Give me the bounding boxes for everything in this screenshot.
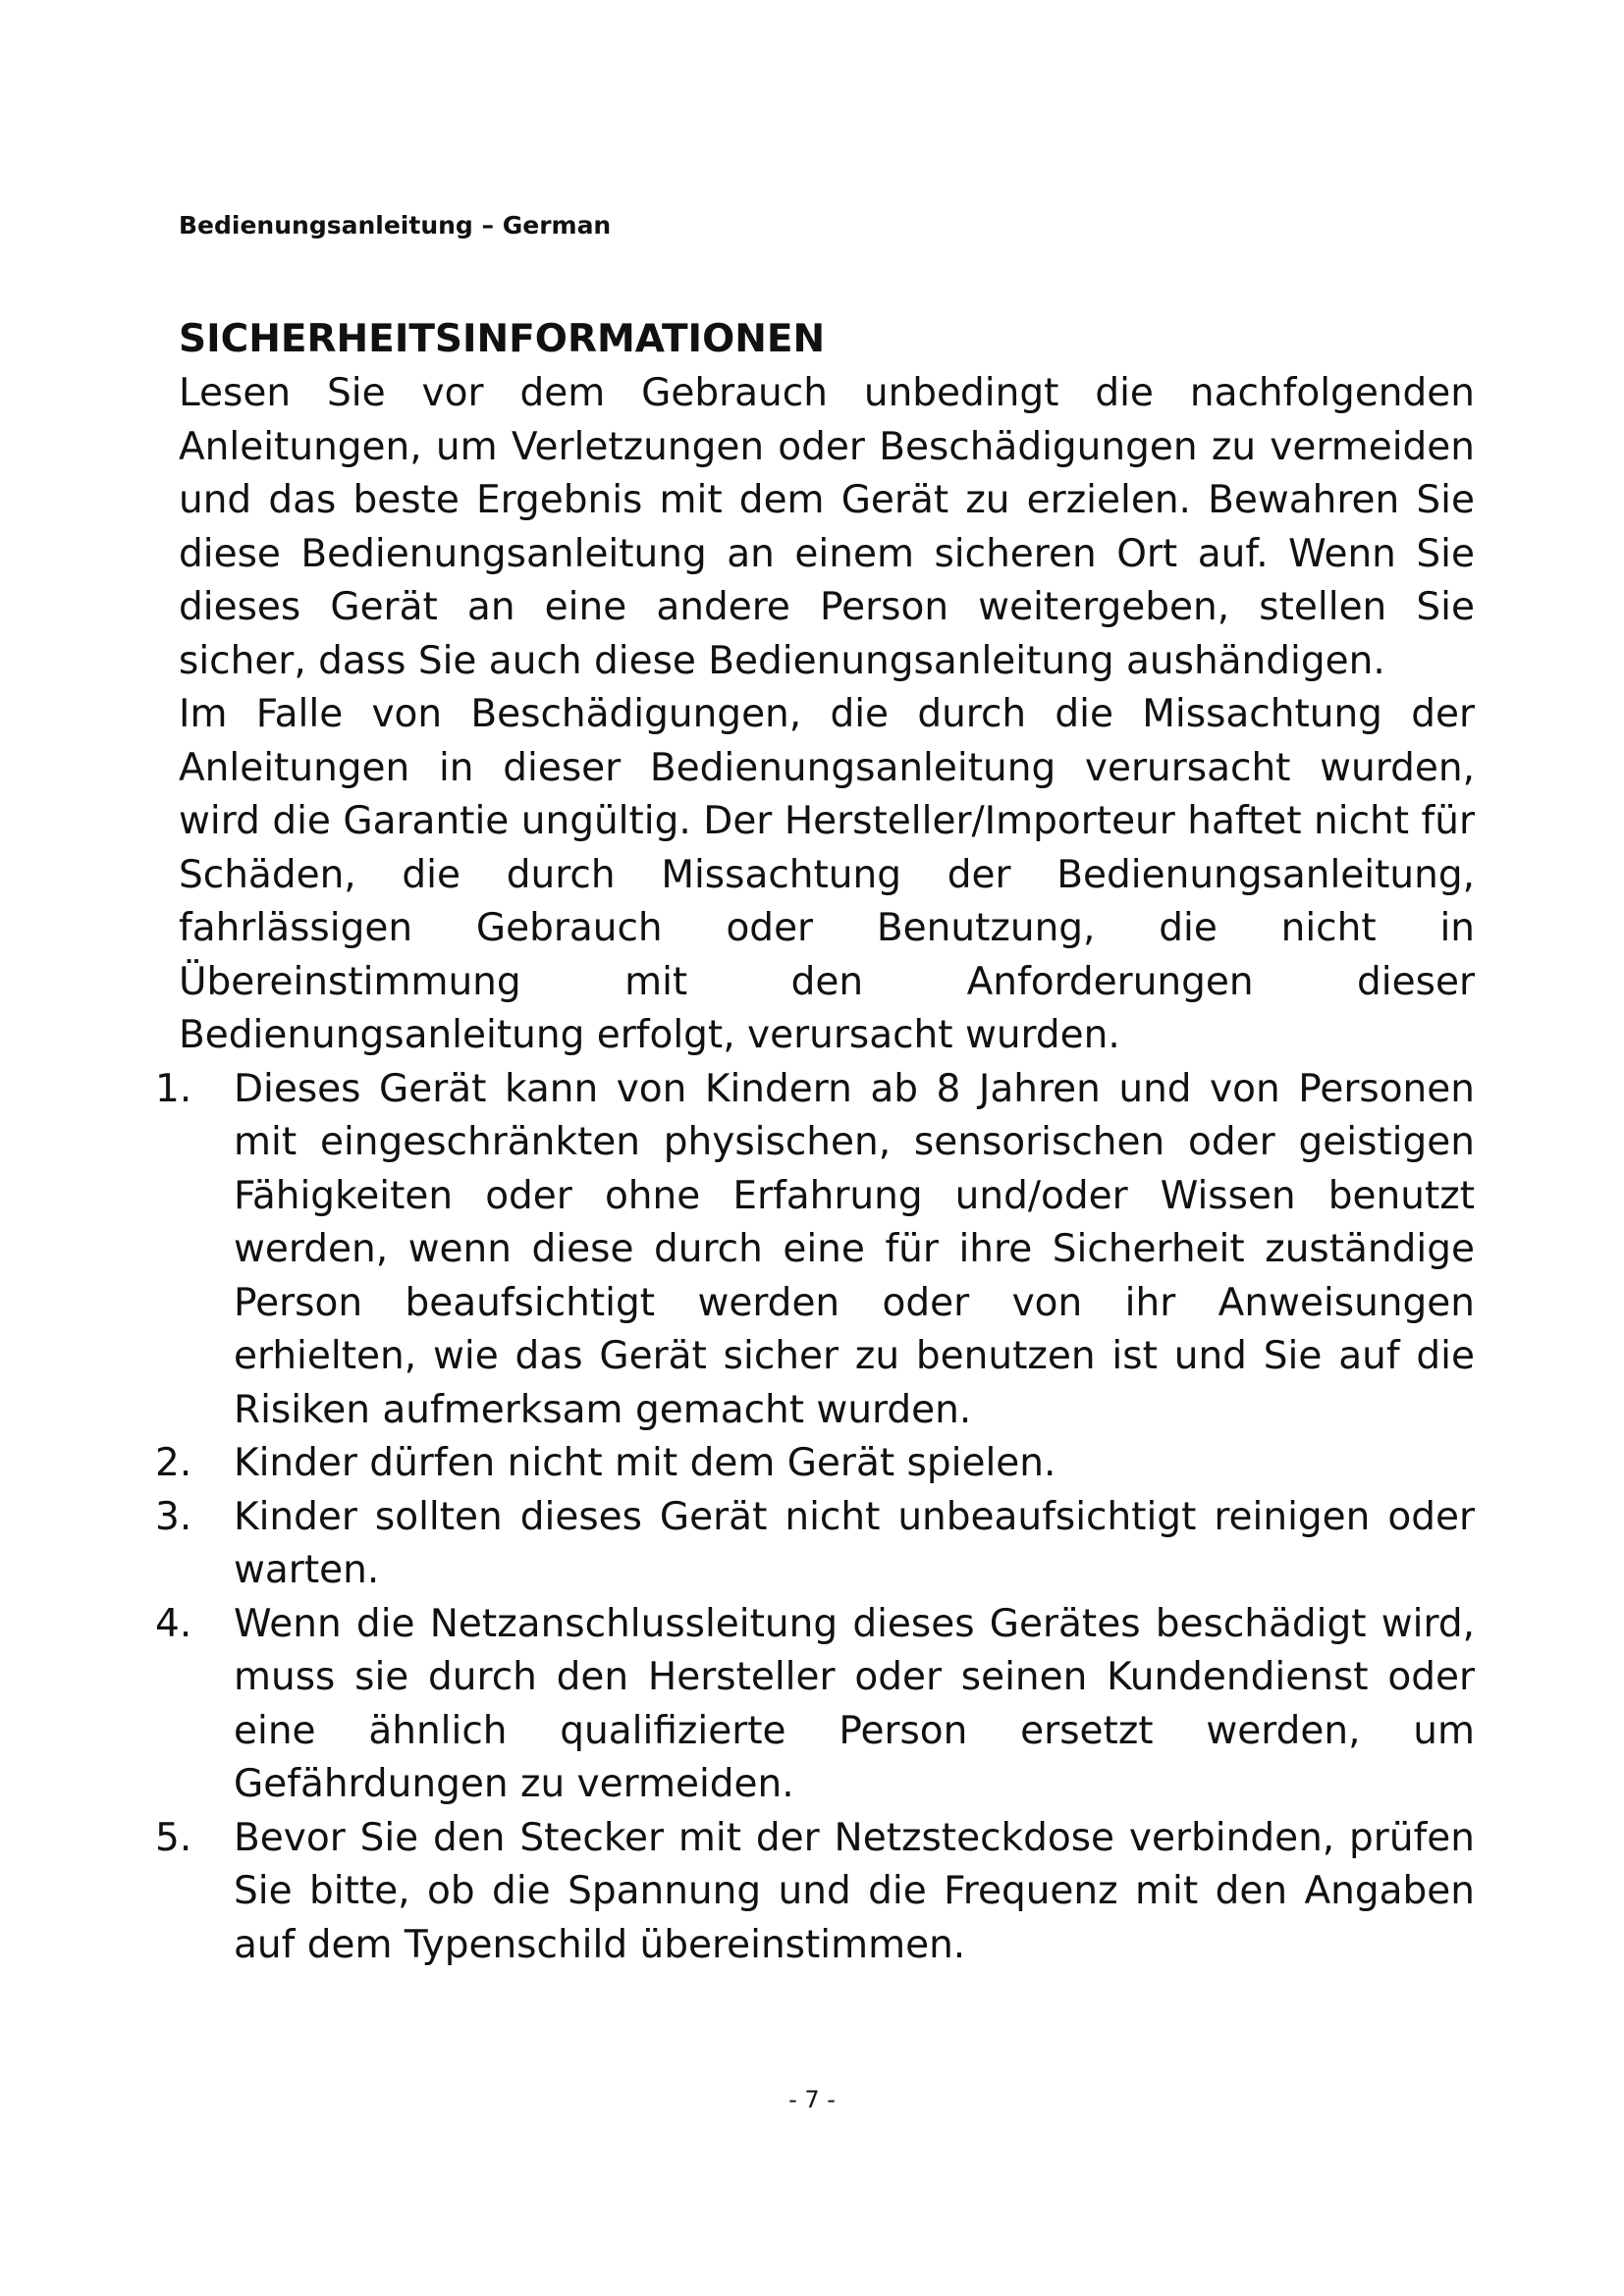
- list-item-number: 2.: [155, 1441, 192, 1485]
- list-item: [155, 1598, 1475, 1812]
- list-item-number: 3.: [155, 1494, 192, 1539]
- list-item: [155, 1812, 1475, 1973]
- list-item-number: 5.: [155, 1815, 192, 1860]
- safety-section: [155, 312, 1475, 1972]
- list-item-text: Bevor Sie den Stecker mit der Netzsteckdose verbinden, prüfen Sie bitte, ob die Spannung und die Frequenz mit den Angaben auf dem Typenschild übereinstimmen.: [234, 1815, 1475, 1967]
- page-number: - 7 -: [788, 2086, 836, 2113]
- list-item-text: Dieses Gerät kann von Kindern ab 8 Jahren und von Personen mit eingeschränkten physischen, sensorischen oder geistigen Fähigkeiten oder ohne Erfahrung und/oder Wissen benutzt werden, wenn diese durch eine für ihre Sicherheit zuständige Person beaufsichtigt werden oder von ihr Anweisungen erhielten, wie das Gerät sicher zu benutzen ist und Sie auf die Risiken aufmerksam gemacht wurden.: [234, 1066, 1475, 1432]
- list-item: [155, 1063, 1475, 1438]
- section-title: SICHERHEITSINFORMATIONEN: [179, 317, 826, 361]
- list-item-text: Kinder sollten dieses Gerät nicht unbeaufsichtigt reinigen oder warten.: [234, 1494, 1475, 1592]
- running-header: Bedienungsanleitung – German: [179, 211, 612, 240]
- list-item: [155, 1437, 1475, 1491]
- list-item-number: 4.: [155, 1601, 192, 1646]
- list-item-text: Wenn die Netzanschlussleitung dieses Gerätes beschädigt wird, muss sie durch den Hersteller oder seinen Kundendienst oder eine ähnlich qualifizierte Person ersetzt werden, um Gefährdungen zu vermeiden.: [234, 1601, 1475, 1806]
- list-item-text: Kinder dürfen nicht mit dem Gerät spielen.: [234, 1441, 1056, 1485]
- safety-instructions-list: [155, 1063, 1475, 1973]
- list-item: [155, 1491, 1475, 1598]
- list-item-number: 1.: [155, 1066, 192, 1111]
- intro-paragraph: Lesen Sie vor dem Gebrauch unbedingt die nachfolgenden Anleitungen, um Verletzungen oder Beschädigungen zu vermeiden und das beste Ergebnis mit dem Gerät zu erzielen. Bewahren Sie diese Bedienungsanleitung an einem sicheren Ort auf. Wenn Sie dieses Gerät an eine andere Person weitergeben, stellen Sie sicher, dass Sie auch diese Bedienungsanleitung aushändigen.: [179, 371, 1475, 683]
- warranty-paragraph: Im Falle von Beschädigungen, die durch die Missachtung der Anleitungen in dieser Bedienungsanleitung verursacht wurden, wird die Garantie ungültig. Der Hersteller/Importeur haftet nicht für Schäden, die durch Missachtung der Bedienungsanleitung, fahrlässigen Gebrauch oder Benutzung, die nicht in Übereinstimmung mit den Anforderungen dieser Bedienungsanleitung erfolgt, verursacht wurden.: [179, 692, 1475, 1057]
